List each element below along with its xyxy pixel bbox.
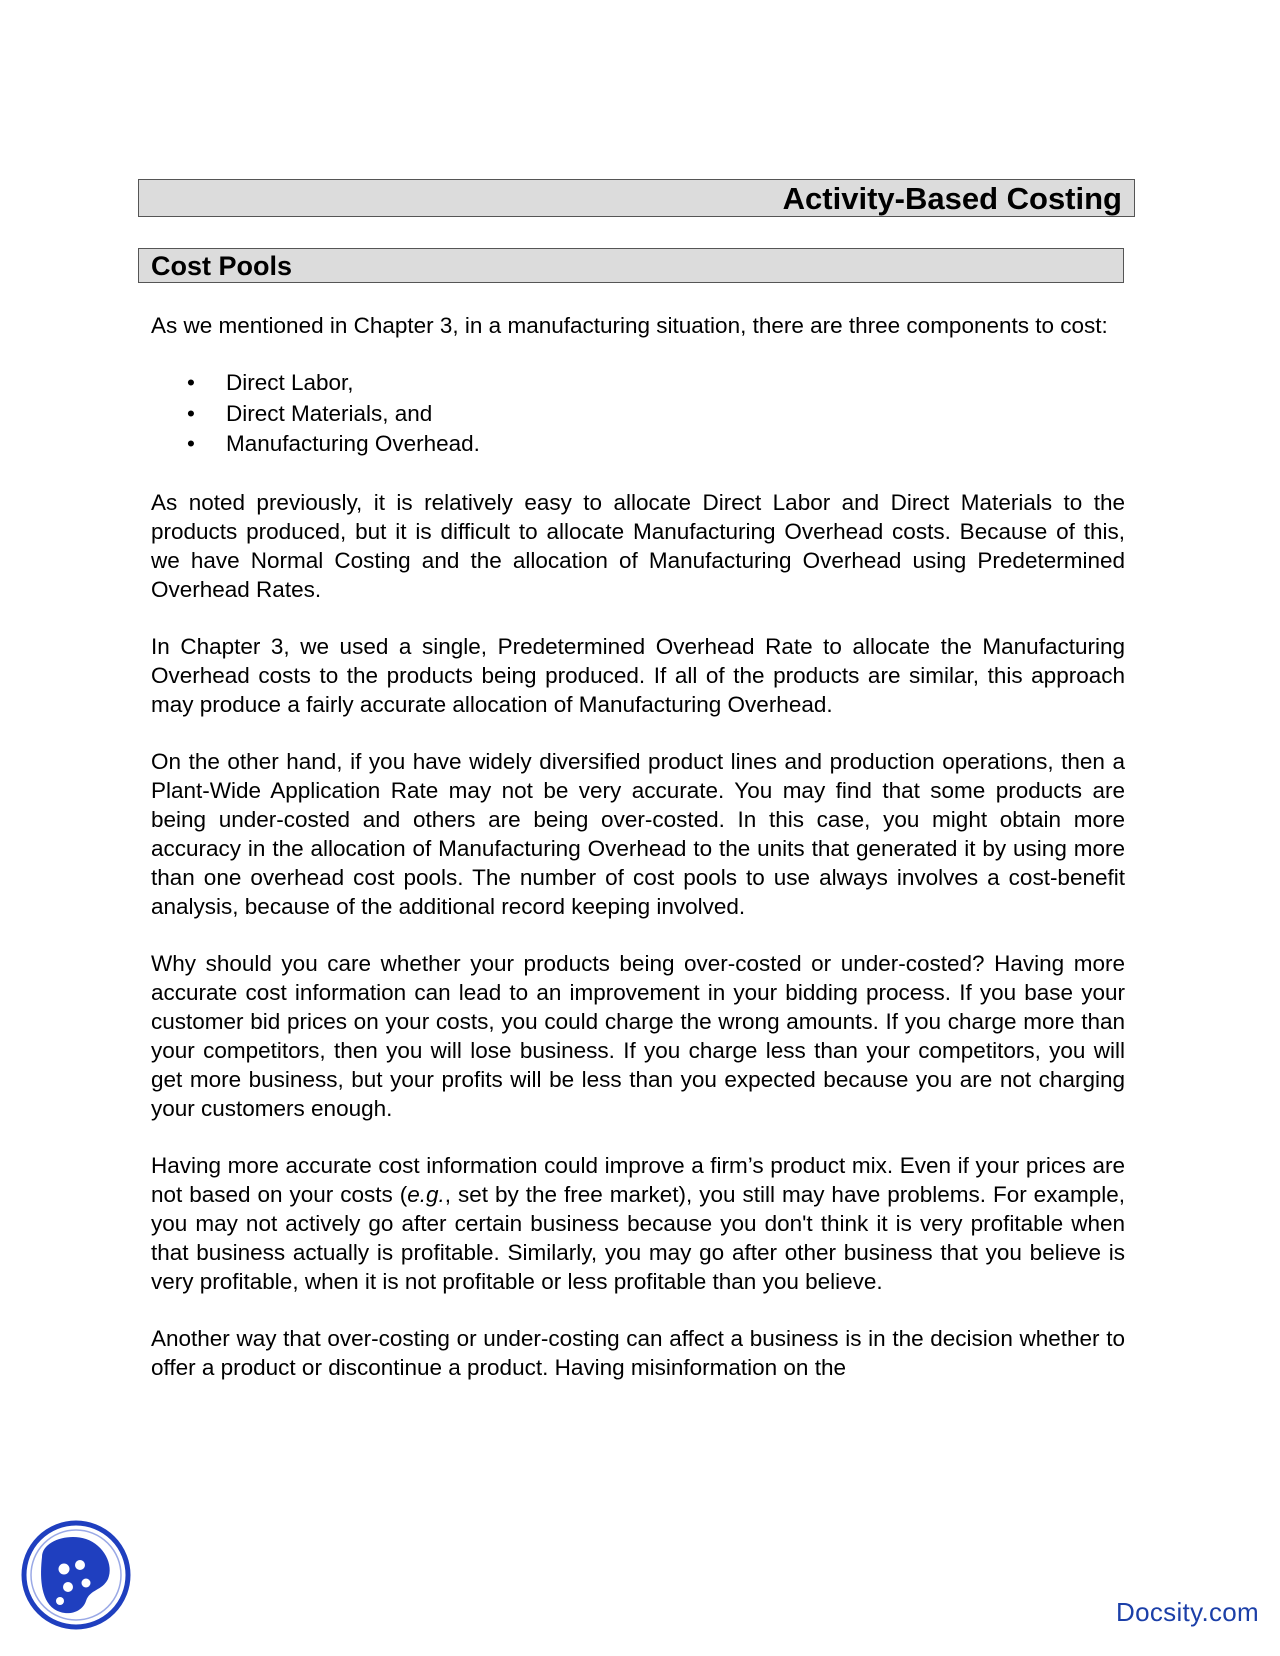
document-body [151,311,1125,1382]
paragraph-single-rate: In Chapter 3, we used a single, Predetermined Overhead Rate to allocate the Manufacturing Overhead costs to the products being produced. If all of the products are similar, this approach may produce a fairly accurate allocation of Manufacturing Overhead. [151,633,1125,717]
emphasis-text: e.g. [407,1181,445,1207]
paragraph-text: , set by the free market), you still may have problems. For example, you may not actively go after certain business because you don't think it is very profitable when that business actually is profitable. Similarly, you may go after other business that you believe is very profitable, when it is not profitable or less profitable than you believe. [151,1181,1125,1294]
docsity-brand-link[interactable]: Docsity.com [1116,1597,1259,1627]
list-item-text: Direct Materials, and [226,400,433,426]
list-item [151,368,1125,399]
list-item-text: Manufacturing Overhead. [226,431,480,456]
list-item [151,399,1125,430]
chapter-title: Activity-Based Costing [138,179,1135,217]
paragraph-product-mix [151,1151,1125,1296]
paragraph-bidding: Why should you care whether your products being over-costed or under-costed? Having more accurate cost information can lead to an improvement in your bidding process. If you base your customer bid prices on your costs, you could charge the wrong amounts. If you charge more than your competitors, then you will lose business. If you charge less than your competitors, you will get more business, but your profits will be less than you expected because you are not charging your customers enough. [151,950,1125,1121]
bullet-icon: • [187,370,195,395]
list-item [151,429,1125,460]
paragraph-discontinue: Another way that over-costing or under-costing can affect a business is in the decision whether to offer a product or discontinue a product. Having misinformation on the [151,1325,1125,1380]
paragraph-diversified: On the other hand, if you have widely diversified product lines and production operations, then a Plant-Wide Application Rate may not be very accurate. You may find that some products are being under-costed and others are being over-costed. In this case, you might obtain more accuracy in the allocation of Manufacturing Overhead to the units that generated it by using more than one overhead cost pools. The number of cost pools to use always involves a cost-benefit analysis, because of the additional record keeping involved. [151,748,1125,919]
paragraph-allocation: As noted previously, it is relatively easy to allocate Direct Labor and Direct Materials to the products produced, but it is difficult to allocate Manufacturing Overhead costs. Because of this, we have Normal Costing and the allocation of Manufacturing Overhead using Predetermined Overhead Rates. [151,489,1125,602]
section-title: Cost Pools [138,248,1124,283]
docsity-logo-icon [20,1519,132,1631]
bullet-icon: • [187,431,195,456]
paragraph-text: Having more accurate cost information could improve a firm’s product mix. Even if your prices are not based on your costs ( [151,1152,1125,1207]
intro-paragraph: As we mentioned in Chapter 3, in a manufacturing situation, there are three components to cost: [151,313,1108,338]
cost-components-list [151,368,1125,460]
bullet-icon: • [187,400,195,426]
list-item-text: Direct Labor, [226,370,354,395]
